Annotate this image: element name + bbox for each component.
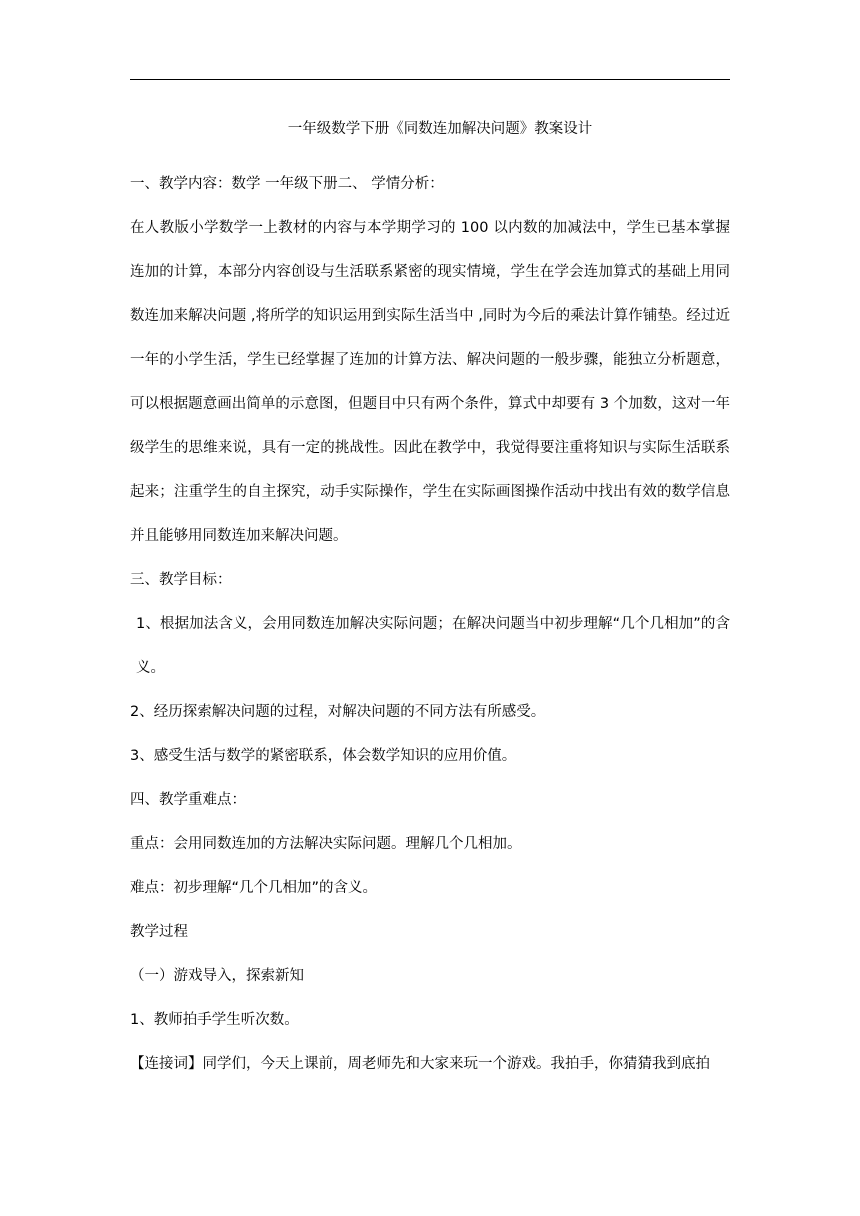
section-learning-analysis-text: 在人教版小学数学一上教材的内容与本学期学习的 100 以内数的加减法中，学生已基本掌握连加的计算，本部分内容创设与生活联系紧密的现实情境，学生在学会连加算式的基础上用同数连加来解决问题 ,将所学的知识运用到实际生活当中 ,同时为今后的乘法计算作铺垫。经过近一年的小学生活，学生已经掌握了连加的计算方法、解决问题的一般步骤，能独立分析题意，可以根据题意画出简单的示意图，但题目中只有两个条件，算式中却要有 3 个加数，这对一年级学生的思维来说，具有一定的挑战性。因此在教学中，我觉得要注重将知识与实际生活联系起来；注重学生的自主探究，动手实际操作，学生在实际画图操作活动中找出有效的数学信息并且能够用同数连加来解决问题。 xyxy=(130,220,730,544)
document-body xyxy=(130,162,730,1086)
goal-item-3: 3、感受生活与数学的紧密联系，体会数学知识的应用价值。 xyxy=(130,748,517,764)
document-title: 一年级数学下册《同数连加解决问题》教案设计 xyxy=(287,121,593,137)
section-teaching-goals-heading: 三、教学目标： xyxy=(130,572,232,588)
section-key-points-heading: 四、教学重难点： xyxy=(130,792,246,808)
difficult-point-text: 难点：初步理解“几个几相加”的含义。 xyxy=(130,880,378,896)
process-step-1-heading: （一）游戏导入，探索新知 xyxy=(130,968,304,984)
section-teaching-content: 一、教学内容：数学 一年级下册二、 学情分析： xyxy=(130,176,444,192)
goal-item-1: 1、根据加法含义，会用同数连加解决实际问题；在解决问题当中初步理解“几个几相加”的含义。 xyxy=(136,616,730,676)
process-step-1-item-1: 1、教师拍手学生听次数。 xyxy=(130,1012,299,1028)
teaching-process-heading: 教学过程 xyxy=(130,924,188,940)
goal-item-2: 2、经历探索解决问题的过程，对解决问题的不同方法有所感受。 xyxy=(130,704,546,720)
key-point-text: 重点：会用同数连加的方法解决实际问题。理解几个几相加。 xyxy=(130,836,522,852)
connector-text: 【连接词】同学们，今天上课前，周老师先和大家来玩一个游戏。我拍手，你猜猜我到底拍 xyxy=(130,1056,710,1072)
header-rule xyxy=(130,79,730,80)
